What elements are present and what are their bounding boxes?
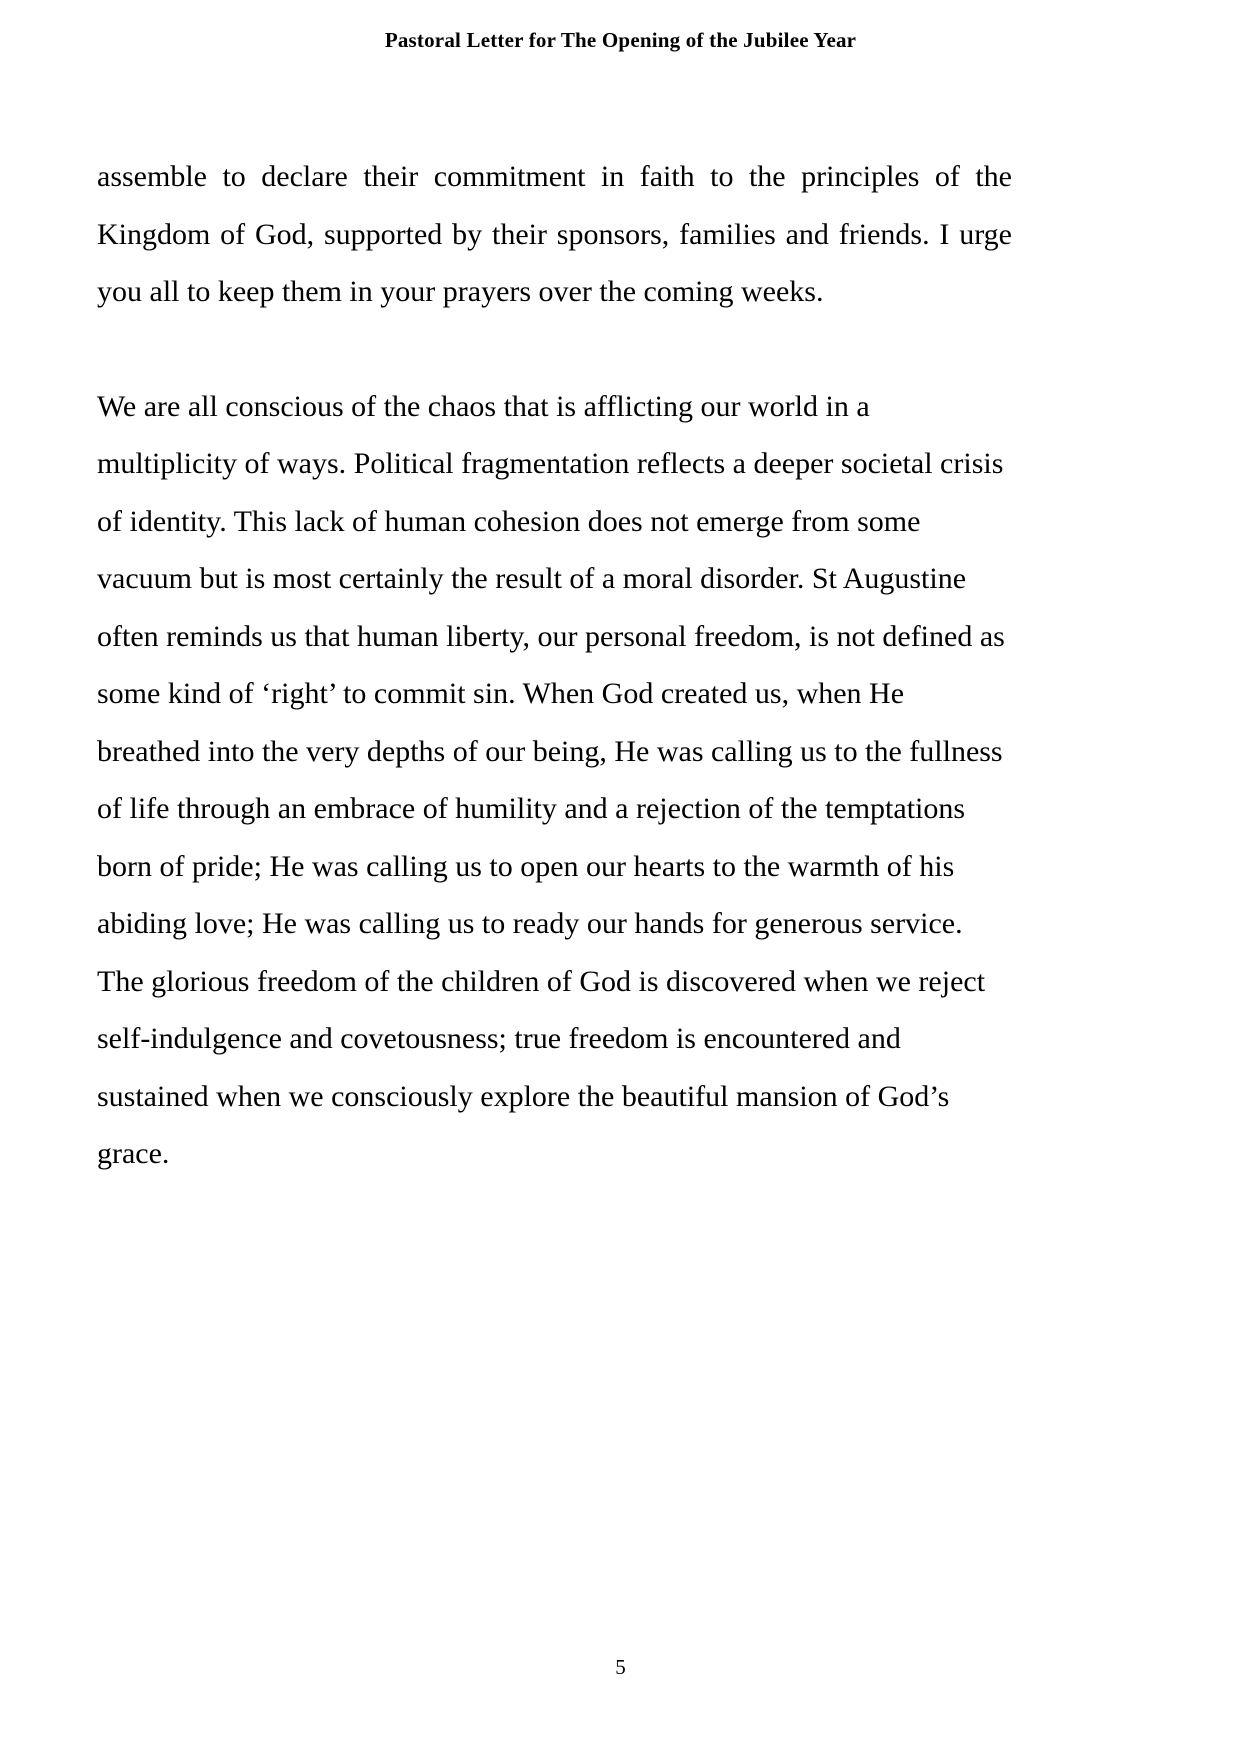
- page-header: Pastoral Letter for The Opening of the Jubilee Year: [384, 28, 857, 52]
- paragraph: assemble to declare their commitment in faith to the principles of the Kingdom of God, supported by their sponsors, families and friends. I urge you all to keep them in your prayers over the coming weeks.: [97, 160, 1012, 308]
- document-body: [97, 148, 1012, 1183]
- page-number: 5: [615, 1655, 626, 1679]
- paragraph: We are all conscious of the chaos that is afflicting our world in a multiplicity of ways. Political fragmentation reflects a deeper societal crisis of identity. This lack of human cohesion does not emerge from some vacuum but is most certainly the result of a moral disorder. St Augustine often reminds us that human liberty, our personal freedom, is not defined as some kind of ‘right’ to commit sin. When God created us, when He breathed into the very depths of our being, He was calling us to the fullness of life through an embrace of humility and a rejection of the temptations born of pride; He was calling us to open our hearts to the warmth of his abiding love; He was calling us to ready our hands for generous service. The glorious freedom of the children of God is discovered when we reject self-indulgence and covetousness; true freedom is encountered and sustained when we consciously explore the beautiful mansion of God’s grace.: [97, 389, 1005, 1170]
